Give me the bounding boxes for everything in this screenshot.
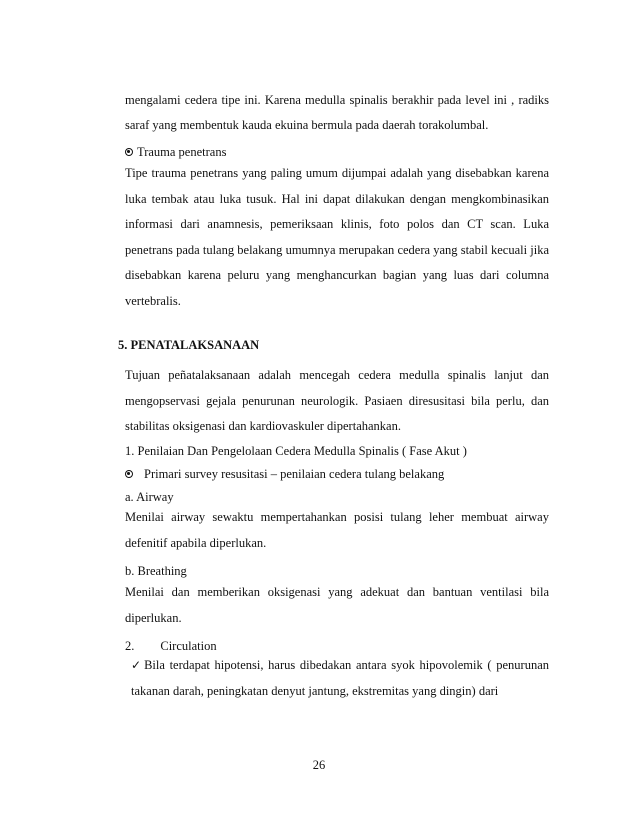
airway-heading: a. Airway <box>125 490 174 504</box>
tujuan-paragraph: Tujuan peñatalaksanaan adalah mencegah cedera medulla spinalis lanjut dan mengopservasi gejala penurunan neurologik. Pasiaen diresusitasi bila perlu, dan stabilitas oksigenasi dan kardiovaskuler dipertahankan. <box>125 368 549 433</box>
list-item-2-label: Circulation <box>160 639 217 653</box>
section-heading: 5. PENATALAKSANAAN <box>118 338 260 352</box>
breathing-paragraph: Menilai dan memberikan oksigenasi yang adekuat dan bantuan ventilasi bila diperlukan. <box>125 585 549 625</box>
airway-paragraph: Menilai airway sewaktu mempertahankan posisi tulang leher membuat airway defenitif apabila diperlukan. <box>125 510 549 550</box>
trauma-penetrans-heading <box>125 144 549 160</box>
list-item-2 <box>125 638 549 654</box>
trauma-penetrans-label: Trauma penetrans <box>137 145 227 159</box>
circle-bullet-icon <box>125 470 133 478</box>
circulation-text: Bila terdapat hipotensi, harus dibedakan antara syok hipovolemik ( penurunan takanan darah, peningkatan denyut jantung, ekstremitas yang dingin) dari <box>131 658 549 698</box>
trauma-penetrans-paragraph: Tipe trauma penetrans yang paling umum dijumpai adalah yang disebabkan karena luka tembak atau luka tusuk. Hal ini dapat dilakukan dengan mengkombinasikan informasi dari anamnesis, pemeriksaan klinis, foto polos dan CT scan. Luka penetrans pada tulang belakang umumnya merupakan cedera yang stabil kecuali jika disebabkan karena peluru yang menghancurkan bagian yang luas dari columna vertebralis. <box>125 166 549 308</box>
checkmark-icon: ✓ <box>131 658 142 672</box>
circulation-item <box>131 653 549 704</box>
list-item-2-number: 2. <box>125 639 135 653</box>
breathing-heading: b. Breathing <box>125 564 187 578</box>
circle-bullet-icon <box>125 148 133 156</box>
intro-line-2: saraf yang membentuk kauda ekuina bermula pada daerah torakolumbal. <box>125 118 489 132</box>
list-item-1: 1. Penilaian Dan Pengelolaan Cedera Medulla Spinalis ( Fase Akut ) <box>125 444 467 458</box>
intro-line-1: mengalami cedera tipe ini. Karena medulla spinalis berakhir pada level ini , radiks <box>125 93 549 107</box>
page-number: 26 <box>312 758 326 772</box>
primary-survey-label: Primari survey resusitasi – penilaian cedera tulang belakang <box>144 467 445 481</box>
primary-survey-item <box>125 466 549 482</box>
